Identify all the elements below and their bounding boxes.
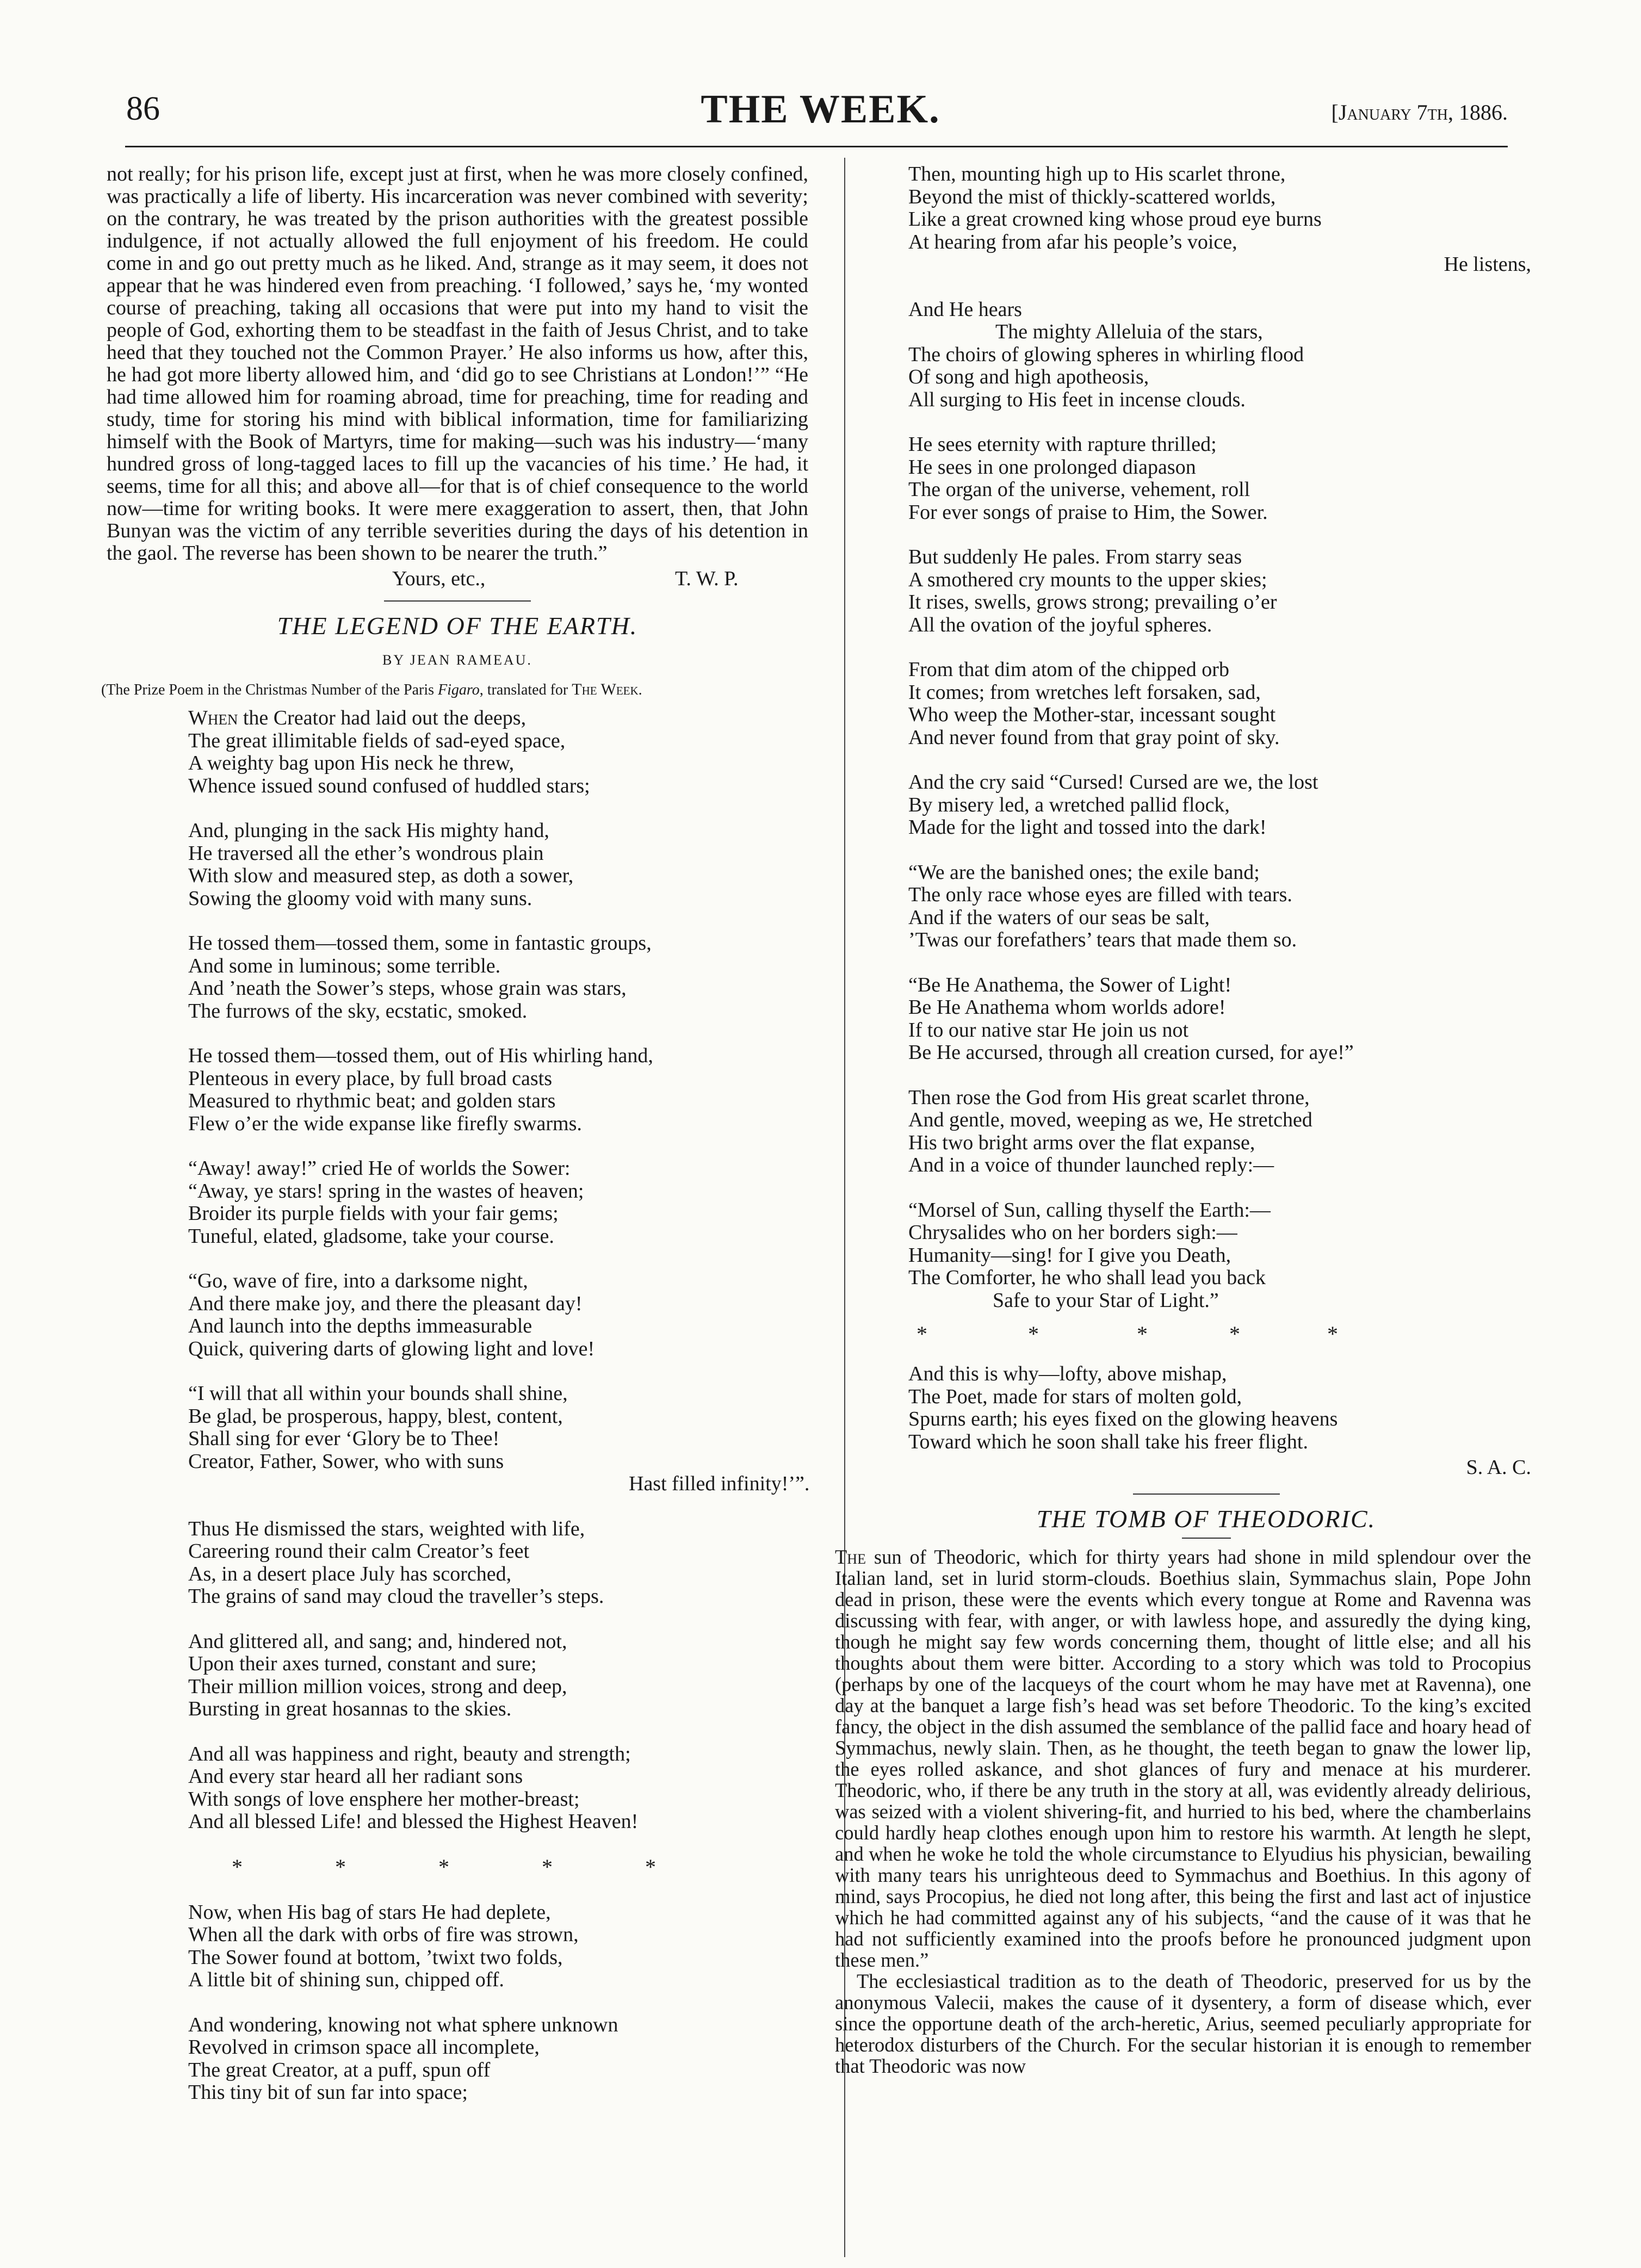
poem-line: Creator, Father, Sower, who with suns (188, 1449, 504, 1473)
poem-line: ’Twas our forefathers’ tears that made them so. (908, 928, 1297, 951)
poem-line: And launch into the depths immeasurable (188, 1315, 532, 1337)
note-mid: , translated for (479, 681, 572, 698)
poem-line: And never found from that gray point of sky. (908, 726, 1280, 749)
poem-line: Then, mounting high up to His scarlet throne, (908, 163, 1286, 185)
stanza (188, 1518, 808, 1608)
stanza (188, 1631, 808, 1721)
stanza (908, 1363, 1531, 1453)
asterisk: * (1028, 1322, 1039, 1346)
note-week: The Week (572, 680, 639, 698)
poem-signature: S. A. C. (1466, 1456, 1531, 1479)
masthead: THE WEEK. (701, 87, 940, 132)
poem-line: And this is why—lofty, above mishap, (908, 1362, 1227, 1385)
poem-line: When all the dark with orbs of fire was strown, (188, 1923, 579, 1946)
poem-line: And all was happiness and right, beauty and strength; (188, 1742, 631, 1765)
poem-line: Chrysalides who on her borders sigh:— (908, 1221, 1237, 1244)
poem-line: He sees eternity with rapture thrilled; (908, 433, 1217, 456)
title-rule (1182, 1538, 1231, 1539)
poem-line: “Go, wave of fire, into a darksome night, (188, 1269, 528, 1292)
section-rule (1133, 1494, 1280, 1495)
poem-line: Shall sing for ever ‘Glory be to Thee! (188, 1427, 500, 1450)
article-title: THE TOMB OF THEODORIC. (1036, 1505, 1376, 1533)
poem-line: His two bright arms over the flat expanse, (908, 1131, 1255, 1154)
stanza (908, 299, 1531, 412)
stanza (188, 820, 808, 910)
stanza (908, 1087, 1531, 1177)
poem-line: It comes; from wretches left forsaken, sad, (908, 680, 1261, 704)
note-prefix: (The Prize Poem in the Christmas Number of the Paris (101, 681, 438, 698)
stanza (908, 862, 1531, 952)
poem-line: Be He accursed, through all creation cursed, for aye!” (908, 1041, 1354, 1064)
stanza (188, 1157, 808, 1248)
right-column (835, 163, 1531, 2077)
note-paper: Figaro (438, 681, 480, 698)
stanza (908, 659, 1531, 749)
first-word: When (188, 707, 238, 729)
poem-line: Beyond the mist of thickly-scattered worlds, (908, 185, 1276, 208)
page-header (0, 87, 1641, 150)
poem-line: For ever songs of praise to Him, the Sower. (908, 500, 1268, 524)
poem-line: The Poet, made for stars of molten gold, (908, 1385, 1242, 1408)
poem-line: And every star heard all her radiant sons (188, 1765, 523, 1788)
poem-line: If to our native star He join us not (908, 1018, 1189, 1042)
asterisk: * (645, 1854, 656, 1879)
poem-line: Flew o’er the wide expanse like firefly swarms. (188, 1112, 582, 1135)
poem-line: As, in a desert place July has scorched, (188, 1562, 512, 1585)
asterisk: * (438, 1854, 449, 1879)
issue-date: [January 7th, 1886. (1331, 100, 1508, 125)
poem-line: And all blessed Life! and blessed the Highest Heaven! (188, 1810, 639, 1833)
poem-line: Spurns earth; his eyes fixed on the glowing heavens (908, 1408, 1338, 1430)
poem-line: All the ovation of the joyful spheres. (908, 613, 1212, 636)
poem-line: Bursting in great hosannas to the skies. (188, 1697, 512, 1720)
section-rule (384, 600, 531, 602)
poem-line: And He hears (908, 298, 1022, 321)
poem-line: Revolved in crimson space all incomplete, (188, 2036, 540, 2059)
poem-line: At hearing from afar his people’s voice, (908, 230, 1237, 253)
poem-line: Plenteous in every place, by full broad casts (188, 1067, 553, 1090)
asterism (908, 1323, 1531, 1344)
stanza (188, 1270, 808, 1360)
poem-line: But suddenly He pales. From starry seas (908, 546, 1242, 568)
poem-line: And, plunging in the sack His mighty hand, (188, 819, 549, 842)
poem-line: The Comforter, he who shall lead you back (908, 1266, 1266, 1289)
asterisk: * (1229, 1322, 1240, 1346)
poem-line: With slow and measured step, as doth a sower, (188, 864, 574, 887)
poem-line: The organ of the universe, vehement, roll (908, 478, 1250, 501)
asterisk: * (542, 1854, 553, 1879)
asterisk: * (335, 1854, 346, 1879)
header-rule (125, 146, 1508, 147)
asterisk: * (1327, 1322, 1338, 1346)
poem-line: Safe to your Star of Light.” (993, 1288, 1219, 1312)
poem-line: A little bit of shining sun, chipped off. (188, 1968, 504, 1991)
poem-line: “We are the banished ones; the exile band; (908, 860, 1260, 884)
stanza (188, 1743, 808, 1833)
poem-right (881, 163, 1531, 1453)
poem-line: Thus He dismissed the stars, weighted with life, (188, 1517, 585, 1540)
poem-left (107, 707, 808, 2104)
poem-line: Upon their axes turned, constant and sure; (188, 1652, 537, 1675)
poem-line: Hast filled infinity!’”. (629, 1472, 810, 1495)
stanza (188, 1383, 808, 1496)
stanza (908, 546, 1531, 636)
poem-line (188, 707, 808, 730)
poem-line: Who weep the Mother-star, incessant sought (908, 703, 1276, 726)
poem-line: This tiny bit of sun far into space; (188, 2081, 468, 2104)
poem-line: And in a voice of thunder launched reply:— (908, 1154, 1274, 1176)
poem-line: The mighty Alleluia of the stars, (995, 320, 1263, 343)
poem-line: Their million million voices, strong and deep, (188, 1675, 567, 1698)
poem-line: The great Creator, at a puff, spun off (188, 2058, 491, 2081)
poem-line: He tossed them—tossed them, some in fantastic groups, (188, 932, 652, 955)
poem-line: Tuneful, elated, gladsome, take your course. (188, 1224, 554, 1248)
poem-line: Then rose the God from His great scarlet throne, (908, 1086, 1310, 1109)
poem-line: A smothered cry mounts to the upper skies; (908, 568, 1267, 591)
poem-line: The grains of sand may cloud the traveller’s steps. (188, 1585, 604, 1608)
poem-line: And the cry said “Cursed! Cursed are we, the lost (908, 771, 1318, 794)
poem-line: Like a great crowned king whose proud eye burns (908, 208, 1322, 231)
stanza (188, 932, 808, 1023)
left-column (101, 163, 810, 2127)
poem-line: And there make joy, and there the pleasant day! (188, 1292, 583, 1315)
poem-line: All surging to His feet in incense clouds. (908, 388, 1246, 411)
poem-line: He traversed all the ether’s wondrous plain (188, 841, 544, 865)
letter-signoff (107, 567, 808, 591)
poem-line: With songs of love ensphere her mother-breast; (188, 1787, 580, 1811)
poem-line: Be glad, be prosperous, happy, blest, content, (188, 1404, 563, 1428)
stanza (188, 2014, 808, 2104)
stanza (188, 707, 808, 797)
article-paragraph: The ecclesiastical tradition as to the death of Theodoric, preserved for us by the anonymous Valecii, makes the cause of it dysentery, a form of disease which, ever since the opportune death of the arch-heretic, Arius, seemed peculiarly appropriate for heterodox disturbers of the Church. For the secular historian it is enough to remember that Theodoric was now (835, 1970, 1531, 2077)
poem-line: Of song and high apotheosis, (908, 365, 1149, 388)
letter-continuation: not really; for his prison life, except just at first, when he was more closely confined, was practically a life of liberty. His incarceration was never combined with severity; on the contrary, he was treated by the prison authorities with the greatest possible indulgence, if not actually allowed the full enjoyment of his freedom. He could come in and go out pretty much as he liked. And, strange as it may seem, it does not appear that he was hindered even from preaching. ‘I followed,’ says he, ‘my wonted course of preaching, taking all occasions that were put into my hand to visit the people of God, exhorting them to be steadfast in the faith of Jesus Christ, and to take heed that they touched not the Common Prayer.’ He also informs us how, after this, he had got more liberty allowed him, and ‘did go to see Christians at London!’” “He had time allowed him for roaming abroad, time for preaching, time for reading and study, time for storing his mind with biblical information, time for familiarizing himself with the Book of Martyrs, time for making—such was his industry—‘many hundred gross of long-tagged laces to fill up the vacancies of his time.’ He had, it seems, time for all this; and above all—for that is of chief consequence to the world now—time for writing books. It were mere exaggeration to assert, then, that John Bunyan was the victim of any terrible severities during the days of his detention in the gaol. The reverse has been shown to be nearer the truth.” (107, 163, 808, 565)
poem-line: Be He Anathema whom worlds adore! (908, 996, 1226, 1019)
article-paragraph (835, 1546, 1531, 1970)
poem-line: Broider its purple fields with your fair gems; (188, 1202, 559, 1225)
stanza (908, 433, 1531, 524)
asterism (188, 1856, 808, 1877)
stanza (188, 1901, 808, 1992)
poem-line: And wondering, knowing not what sphere unknown (188, 2013, 618, 2036)
poem-line: He listens, (1444, 253, 1531, 276)
stanza (908, 771, 1531, 839)
article-first-word: The (835, 1546, 866, 1568)
article-para1-text: sun of Theodoric, which for thirty years had shone in mild splendour over the Italian land, set in lurid storm-clouds. Boethius slain, Symmachus slain, Pope John dead in prison, these were the events which every tongue at Rome and Ravenna was discussing with fear, with anger, or with lawless hope, and assuredly the dying king, though he might say few words concerning them, thought of little else; and all his thoughts about them were bitter. According to a story which was told to Procopius (perhaps by one of the lacqueys of the court whom he may have met at Ravenna), one day at the banquet a large fish’s head was set before Theodoric. To the king’s excited fancy, the object in the dish assumed the semblance of the pallid face and hoary head of Symmachus, newly slain. Then, as he thought, the teeth began to gnaw the lower lip, the eyes rolled askance, and shot glances of fury and menace at his murderer. Theodoric, who, if there be any truth in the story at all, was evidently already delirious, was seized with a violent shivering-fit, and hurried to his bed, where the chamberlains could hardly heap clothes enough upon him to restore his warmth. At length he slept, and when he woke he told the whole circumstance to Elyudius his physician, bewailing with many tears his unrighteous deed to Symmachus and Boethius. In this agony of mind, says Procopius, he died not long after, this being the first and last act of injustice which he had committed against any of his subjects, “and the cause of it was that he had not sufficiently examined into the proofs before he pronounced judgment upon these men.” (835, 1546, 1531, 1971)
poem-line: By misery led, a wretched pallid flock, (908, 793, 1230, 816)
poem-line: And if the waters of our seas be salt, (908, 906, 1210, 929)
note-suffix: . (638, 681, 642, 698)
poem-line: The Sower found at bottom, ’twixt two folds, (188, 1945, 563, 1969)
poem-line: Toward which he soon shall take his freer flight. (908, 1430, 1308, 1453)
page-number: 86 (126, 90, 160, 127)
stanza (908, 974, 1531, 1064)
poem-line: “Away! away!” cried He of worlds the Sower: (188, 1157, 571, 1180)
poem-line: He sees in one prolonged diapason (908, 455, 1196, 479)
signoff-initials: T. W. P. (675, 567, 739, 590)
first-line-rest: the Creator had laid out the deeps, (238, 707, 527, 729)
poem-line: Careering round their calm Creator’s feet (188, 1540, 530, 1563)
asterisk: * (917, 1322, 927, 1346)
poem-line: The great illimitable fields of sad-eyed space, (188, 729, 566, 752)
asterisk: * (1137, 1322, 1148, 1346)
poem-line: The furrows of the sky, ecstatic, smoked. (188, 999, 528, 1023)
poem-line: He tossed them—tossed them, out of His whirling hand, (188, 1044, 653, 1067)
asterisk: * (232, 1854, 243, 1879)
poem-line: “Morsel of Sun, calling thyself the Earth:— (908, 1198, 1271, 1222)
stanza (908, 163, 1531, 276)
poem-line: And glittered all, and sang; and, hindered not, (188, 1629, 567, 1653)
poem-line: And gentle, moved, weeping as we, He stretched (908, 1108, 1312, 1131)
poem-line: The choirs of glowing spheres in whirling flood (908, 343, 1304, 366)
poem-line: Measured to rhythmic beat; and golden stars (188, 1089, 556, 1112)
poem-line: And ’neath the Sower’s steps, whose grain was stars, (188, 977, 627, 1000)
poem-line: From that dim atom of the chipped orb (908, 658, 1229, 681)
poem-line: Now, when His bag of stars He had deplete, (188, 1900, 551, 1924)
poem-line: It rises, swells, grows strong; prevailing o’er (908, 591, 1277, 614)
poem-title: THE LEGEND OF THE EARTH. (277, 612, 638, 640)
poem-line: “Away, ye stars! spring in the wastes of heaven; (188, 1179, 584, 1203)
poem-note (101, 680, 808, 699)
signoff-text: Yours, etc., (392, 567, 486, 590)
stanza (908, 1199, 1531, 1312)
poem-line: Quick, quivering darts of glowing light and love! (188, 1337, 595, 1360)
poem-line: A weighty bag upon His neck he threw, (188, 752, 515, 774)
poem-byline: BY JEAN RAMEAU. (382, 652, 532, 668)
poem-line: “Be He Anathema, the Sower of Light! (908, 973, 1232, 996)
poem-line: Whence issued sound confused of huddled stars; (188, 774, 590, 797)
poem-line: “I will that all within your bounds shall shine, (188, 1382, 568, 1405)
stanza (188, 1045, 808, 1135)
poem-line: And some in luminous; some terrible. (188, 954, 501, 977)
poem-line: Made for the light and tossed into the dark! (908, 816, 1267, 839)
poem-line: The only race whose eyes are filled with tears. (908, 883, 1292, 906)
poem-line: Humanity—sing! for I give you Death, (908, 1243, 1231, 1267)
poem-line: Sowing the gloomy void with many suns. (188, 887, 532, 910)
